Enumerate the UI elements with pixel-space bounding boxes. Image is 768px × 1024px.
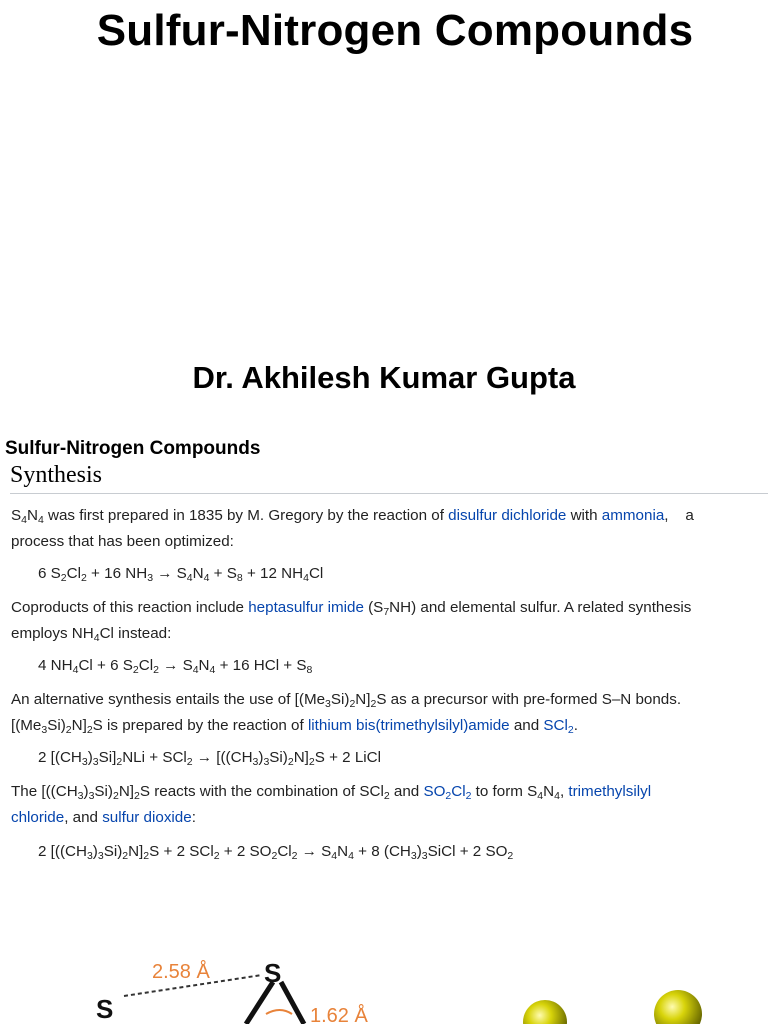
equation-text: N: [198, 657, 210, 674]
equation-subscript: 2: [60, 572, 67, 584]
equation-subscript: 2: [291, 850, 298, 862]
paragraph-4-line-2: chloride, and sulfur dioxide:: [11, 809, 196, 826]
equation-subscript: 2: [132, 664, 139, 676]
equation-text: 6 S: [38, 565, 61, 582]
equation-subscript: 2: [116, 756, 123, 768]
equation-subscript: 4: [303, 572, 309, 584]
paragraph-3-line-2: $[(Me_3Si)_2N]_2S$ is prepared by the reaction of lithium bis(trimethylsilyl)amide and SCl$_2$.: [11, 717, 578, 736]
equation-subscript: 2: [186, 756, 193, 768]
equation-text: Si]: [98, 749, 117, 766]
equation-text: → S: [158, 657, 193, 674]
equation-3: [38, 749, 381, 766]
slide-title: Sulfur-Nitrogen Compounds: [96, 6, 694, 55]
equation-text: Si): [269, 749, 288, 766]
link-heptasulfur-imide[interactable]: heptasulfur imide: [248, 599, 364, 616]
equation-4: [38, 843, 513, 860]
s4n4-structure-figure: [0, 930, 768, 1024]
link-lithium-bis-trimethylsilyl-amide[interactable]: lithium bis(trimethylsilyl)amide: [307, 717, 510, 734]
link-scl2[interactable]: SCl$_2$: [543, 717, 574, 736]
equation-subscript: 2: [80, 572, 87, 584]
equation-text: + 8 (CH: [353, 843, 411, 860]
equation-subscript: 2: [507, 850, 514, 862]
equation-text: N]: [128, 843, 144, 860]
equation-subscript: 3: [97, 850, 104, 862]
equation-text: Si): [103, 843, 123, 860]
equation-text: N]: [293, 749, 309, 766]
equation-text: ): [92, 843, 98, 860]
paragraph-3-line-1: An alternative synthesis entails the use of $[(Me_3Si)_2N]_2S$ as a precursor with pre-formed S–N bonds.: [11, 691, 682, 710]
sn-bond-left: [246, 982, 273, 1024]
link-so2cl2[interactable]: $SO_2Cl_2$: [423, 783, 472, 802]
equation-text: ): [416, 843, 422, 860]
sn-distance-label: 1.62 Å: [310, 1005, 368, 1024]
equation-text: S + 2 SCl: [149, 843, 214, 860]
equation-subscript: 4: [348, 850, 354, 862]
link-ammonia[interactable]: ammonia: [601, 507, 665, 524]
equation-subscript: 4: [331, 850, 338, 862]
equation-text: Cl + 6 S: [78, 657, 133, 674]
equation-text: Cl: [308, 565, 324, 582]
equation-subscript: 2: [308, 756, 315, 768]
equation-text: S + 2 LiCl: [314, 749, 382, 766]
equation-subscript: 2: [271, 850, 278, 862]
ss-distance-label: 2.58 Å: [152, 961, 210, 983]
equation-subscript: 3: [86, 850, 93, 862]
equation-text: 4 NH: [38, 657, 73, 674]
equation-text: SiCl + 2 SO: [427, 843, 508, 860]
equation-text: NLi + SCl: [122, 749, 187, 766]
equation-text: Cl: [277, 843, 292, 860]
equation-subscript: 2: [122, 850, 129, 862]
sulfur-sphere-left: [523, 1000, 567, 1024]
link-trimethylsilyl[interactable]: trimethylsilyl: [568, 783, 652, 800]
equation-text: ): [258, 749, 264, 766]
equation-1: [38, 565, 323, 582]
paragraph-2-line-2: employs $NH_4Cl$ instead:: [11, 625, 172, 644]
equation-text: + S: [209, 565, 237, 582]
equation-subscript: 2: [287, 756, 294, 768]
sn-bond-right: [281, 982, 304, 1024]
link-sulfur-dioxide[interactable]: sulfur dioxide: [102, 809, 192, 826]
bond-angle-arc: [266, 1010, 292, 1014]
paragraph-1-line-1: $S_4N_4$ was first prepared in 1835 by M. Gregory by the reaction of disulfur dichloride with ammonia, a: [11, 507, 694, 526]
equation-subscript: 2: [213, 850, 220, 862]
equation-text: Cl: [66, 565, 81, 582]
equation-text: Cl: [138, 657, 154, 674]
equation-subscript: 3: [421, 850, 428, 862]
equation-subscript: 4: [186, 572, 193, 584]
equation-subscript: 3: [410, 850, 417, 862]
heading-divider: [10, 493, 768, 494]
equation-subscript: 3: [81, 756, 88, 768]
equation-subscript: 2: [153, 664, 159, 676]
equation-text: 2 [((CH: [38, 843, 87, 860]
sulfur-sphere-right: [654, 990, 702, 1024]
equation-subscript: 3: [147, 572, 154, 584]
equation-subscript: 3: [92, 756, 99, 768]
atom-s-left: S: [96, 994, 114, 1024]
equation-text: 2 [(CH: [38, 749, 82, 766]
equation-subscript: 4: [72, 664, 79, 676]
equation-text: N: [337, 843, 349, 860]
equation-subscript: 4: [192, 664, 199, 676]
equation-text: + 2 SO: [219, 843, 272, 860]
paragraph-1-line-2: process that has been optimized:: [11, 533, 234, 550]
equation-text: N: [192, 565, 204, 582]
paragraph-4-line-1: The $[((CH_3)_3Si)_2N]_2S$ reacts with the combination of SCl$_2$ and $SO_2Cl_2$ to form $S_4N_4$, trimethylsilyl: [11, 783, 652, 802]
equation-subscript: 4: [209, 664, 216, 676]
synthesis-heading: Synthesis: [10, 462, 103, 488]
section-heading: Sulfur-Nitrogen Compounds: [5, 438, 261, 459]
equation-text: → [((CH: [192, 749, 253, 766]
equation-text: + 16 HCl + S: [215, 657, 307, 674]
equation-subscript: 8: [306, 664, 313, 676]
equation-subscript: 4: [203, 572, 210, 584]
equation-text: + 16 NH: [86, 565, 148, 582]
slide-author: Dr. Akhilesh Kumar Gupta: [192, 360, 576, 395]
equation-text: → S: [153, 565, 187, 582]
equation-subscript: 3: [252, 756, 259, 768]
equation-subscript: 3: [263, 756, 270, 768]
equation-text: + 12 NH: [242, 565, 304, 582]
equation-text: ): [87, 749, 93, 766]
equation-subscript: 2: [143, 850, 150, 862]
paragraph-2-line-1: Coproducts of this reaction include heptasulfur imide $(S_7NH)$ and elemental sulfur. A related synthesis: [11, 599, 692, 618]
link-disulfur-dichloride[interactable]: disulfur dichloride: [448, 507, 567, 524]
link-chloride[interactable]: chloride: [11, 809, 65, 826]
equation-subscript: 8: [236, 572, 243, 584]
equation-2: [38, 657, 312, 674]
atom-s-top: S: [264, 958, 282, 988]
equation-text: → S: [297, 843, 332, 860]
